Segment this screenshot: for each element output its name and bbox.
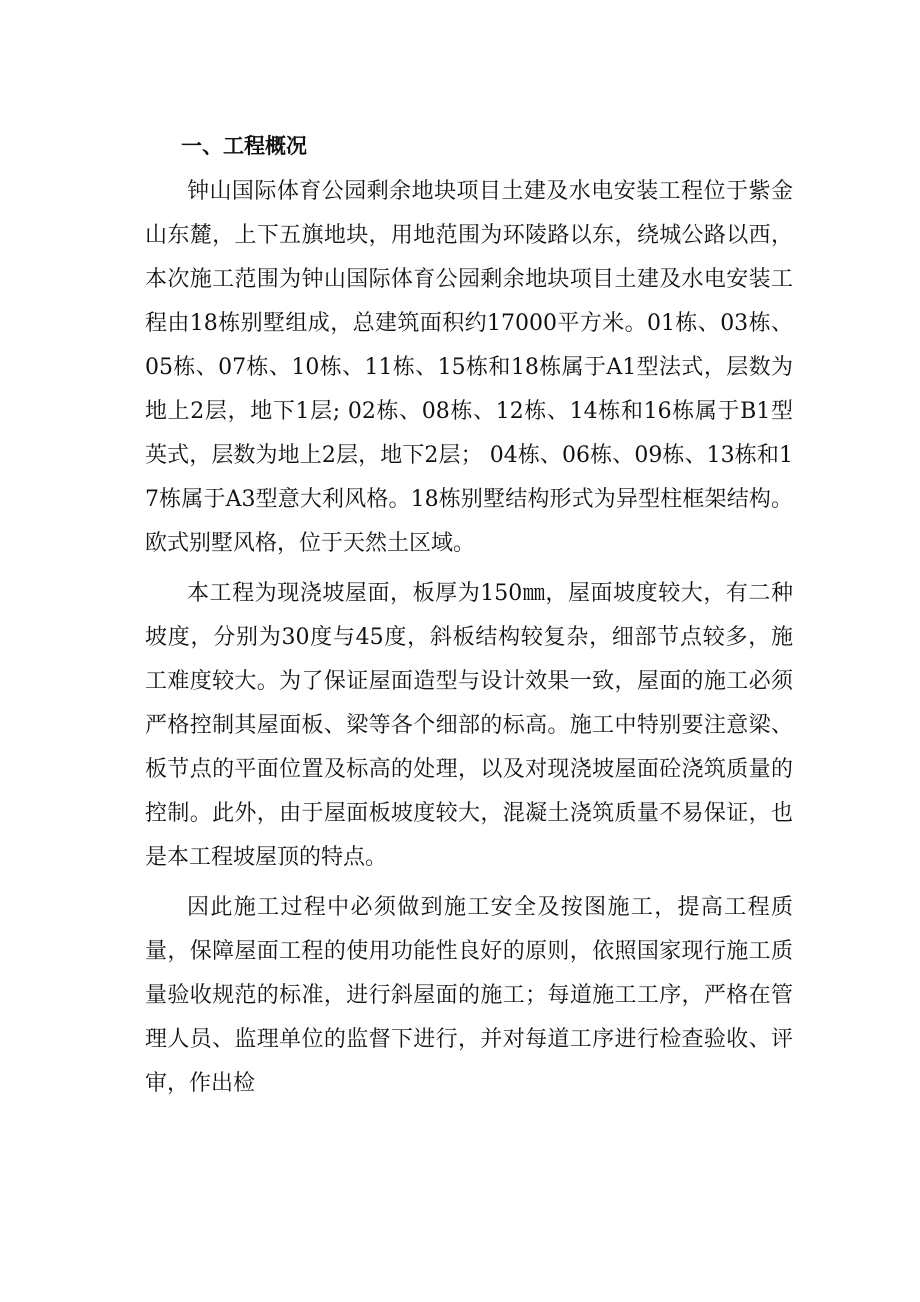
paragraph-roof-description: 本工程为现浇坡屋面，板厚为150㎜，屋面坡度较大，有二种坡度，分别为30度与45度，斜板结构较复杂，细部节点较多，施工难度较大。为了保证屋面造型与设计效果一致，屋面的施工必须严格控制其屋面板、梁等各个细部的标高。施工中特别要注意梁、板节点的平面位置及标高的处理，以及对现浇坡屋面砼浇筑质量的控制。此外，由于屋面板坡度较大，混凝土浇筑质量不易保证，也是本工程坡屋顶的特点。 <box>145 581 793 870</box>
section-heading: 一、工程概况 <box>181 133 307 158</box>
document-body <box>145 126 793 1112</box>
paragraph-construction-principles: 因此施工过程中必须做到施工安全及按图施工，提高工程质量，保障屋面工程的使用功能性良好的原则，依照国家现行施工质量验收规范的标准，进行斜屋面的施工；每道施工工序，严格在管理人员、监理单位的监督下进行，并对每道工序进行检查验收、评审，作出检 <box>145 895 793 1096</box>
paragraph-project-overview: 钟山国际体育公园剩余地块项目土建及水电安装工程位于紫金山东麓，上下五旗地块，用地范围为环陵路以东，绕城公路以西，本次施工范围为钟山国际体育公园剩余地块项目土建及水电安装工程由18栋别墅组成，总建筑面积约17000平方米。01栋、03栋、05栋、07栋、10栋、11栋、15栋和18栋属于A1型法式，层数为地上2层，地下1层; 02栋、08栋、12栋、14栋和16栋属于B1型英式，层数为地上2层，地下2层； 04栋、06栋、09栋、13栋和17栋属于A3型意大利风格。18栋别墅结构形式为异型柱框架结构。欧式别墅风格，位于天然土区域。 <box>145 179 793 556</box>
